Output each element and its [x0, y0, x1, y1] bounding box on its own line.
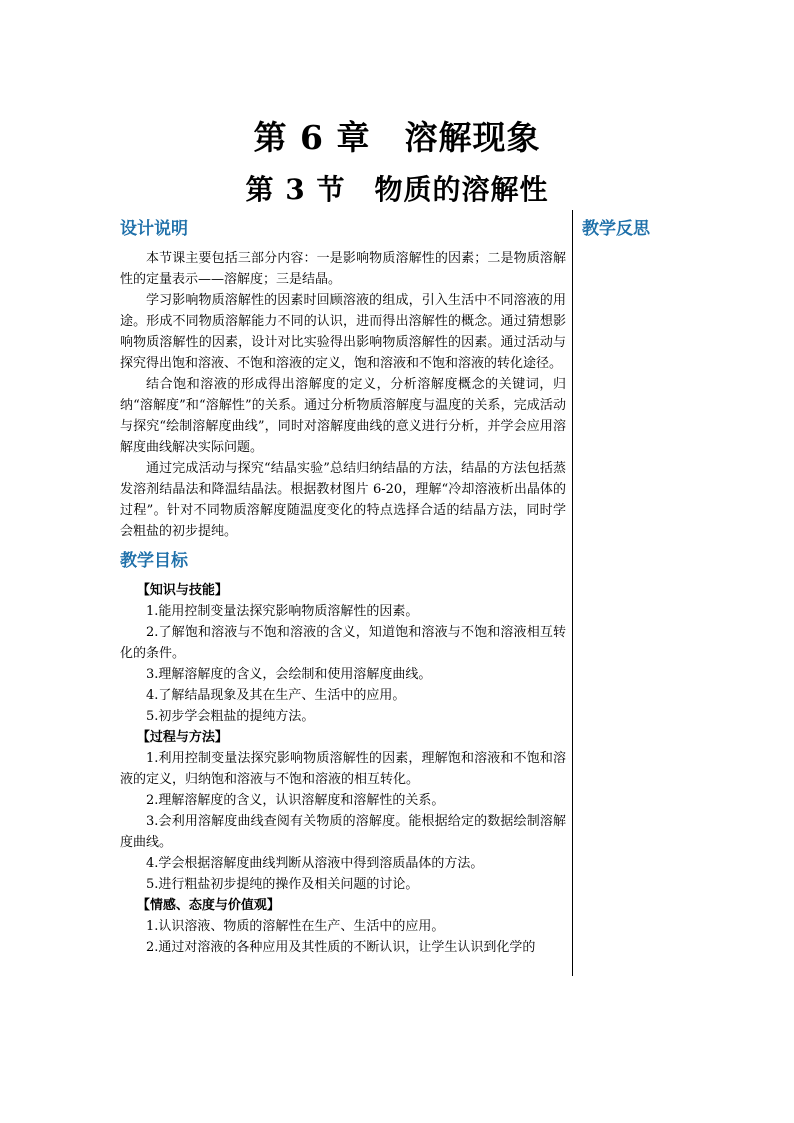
chapter-title: 第 6 章 溶解现象	[253, 118, 541, 157]
knowledge-item: 3.理解溶解度的含义，会绘制和使用溶解度曲线。	[146, 667, 432, 682]
attitude-subheading: 【情感、态度与价值观】	[136, 898, 280, 913]
design-paragraph: 学习影响物质溶解性的因素时回顾溶液的组成，引入生活中不同溶液的用途。形成不同物质溶解能力不同的认识，进而得出溶解性的概念。通过猜想影响物质溶解性的因素，设计对比实验得出影响物质溶解性的因素。通过活动与探究得出饱和溶液、不饱和溶液的定义，饱和溶液和不饱和溶液的转化途径。	[120, 293, 566, 371]
reflection-heading: 教学反思	[582, 219, 650, 239]
section-title: 第 3 节 物质的溶解性	[245, 173, 549, 206]
attitude-item: 1.认识溶液、物质的溶解性在生产、生活中的应用。	[146, 919, 445, 934]
process-item: 4.学会根据溶解度曲线判断从溶液中得到溶质晶体的方法。	[146, 856, 484, 871]
design-paragraph: 结合饱和溶液的形成得出溶解度的定义，分析溶解度概念的关键词，归纳“溶解度”和“溶解性”的关系。通过分析物质溶解度与温度的关系，完成活动与探究“绘制溶解度曲线”，同时对溶解度曲线的意义进行分析，并学会应用溶解度曲线解决实际问题。	[120, 377, 566, 455]
attitude-item: 2.通过对溶液的各种应用及其性质的不断认识，让学生认识到化学的	[146, 940, 536, 955]
goals-heading: 教学目标	[120, 551, 188, 571]
process-item: 1.利用控制变量法探究影响物质溶解性的因素，理解饱和溶液和不饱和溶液的定义，归纳饱和溶液与不饱和溶液的相互转化。	[120, 751, 566, 787]
knowledge-item: 5.初步学会粗盐的提纯方法。	[146, 709, 315, 724]
knowledge-item: 4.了解结晶现象及其在生产、生活中的应用。	[146, 688, 406, 703]
reflection-column	[582, 216, 732, 248]
knowledge-item: 1.能用控制变量法探究影响物质溶解性的因素。	[146, 604, 419, 619]
process-item: 2.理解溶解度的含义，认识溶解度和溶解性的关系。	[146, 793, 445, 808]
process-subheading: 【过程与方法】	[136, 730, 228, 745]
main-column	[120, 216, 566, 958]
process-item: 5.进行粗盐初步提纯的操作及相关问题的讨论。	[146, 877, 419, 892]
knowledge-item: 2.了解饱和溶液与不饱和溶液的含义，知道饱和溶液与不饱和溶液相互转化的条件。	[120, 625, 566, 661]
design-paragraph: 通过完成活动与探究“结晶实验”总结归纳结晶的方法，结晶的方法包括蒸发溶剂结晶法和降温结晶法。根据教材图片 6-20，理解“冷却溶液析出晶体的过程”。针对不同物质溶解度随温度变化的特点选择合适的结晶方法，同时学会粗盐的初步提纯。	[120, 461, 566, 539]
knowledge-subheading: 【知识与技能】	[136, 583, 228, 598]
design-heading: 设计说明	[120, 219, 188, 239]
design-paragraph: 本节课主要包括三部分内容：一是影响物质溶解性的因素；二是物质溶解性的定量表示——溶解度；三是结晶。	[120, 251, 566, 287]
process-item: 3.会利用溶解度曲线查阅有关物质的溶解度。能根据给定的数据绘制溶解度曲线。	[120, 814, 566, 850]
column-divider	[572, 210, 573, 976]
